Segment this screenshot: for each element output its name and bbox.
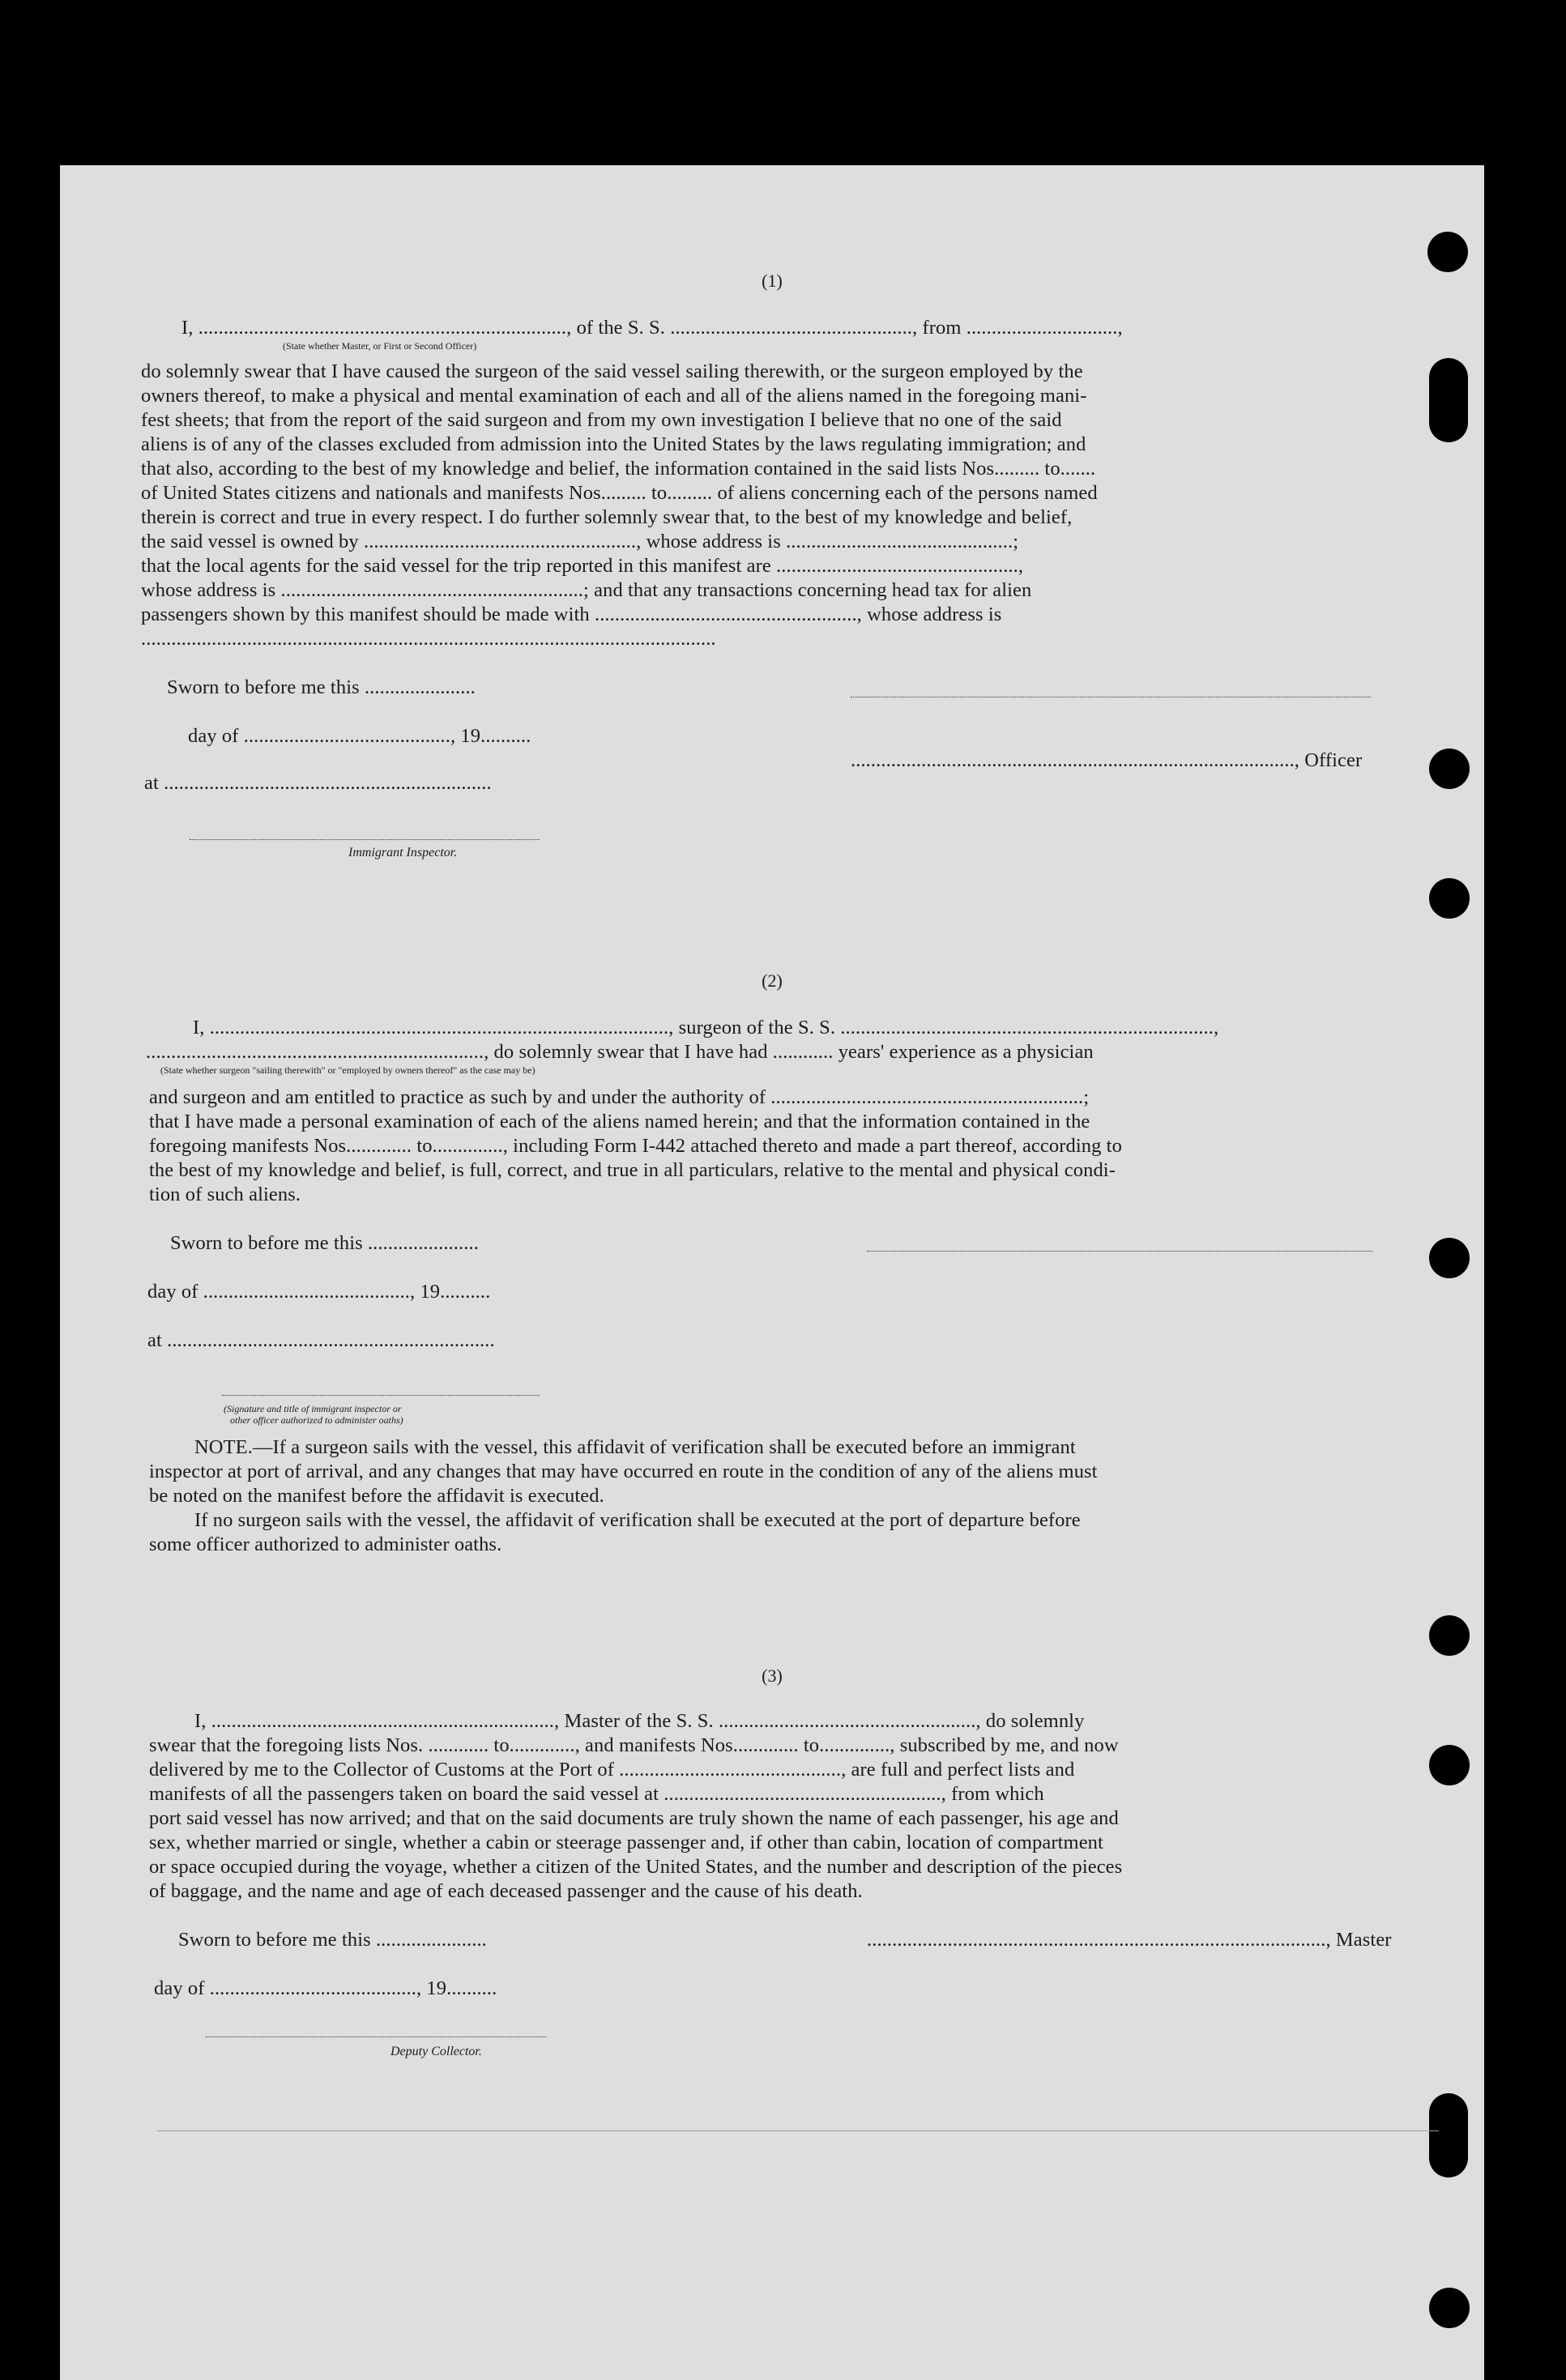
body-line: fest sheets; that from the report of the said surgeon and from my own investigation I believe that no one of the said	[141, 409, 1062, 431]
body-line: that also, according to the best of my knowledge and belief, the information contained in the said lists Nos......... to.......	[141, 458, 1096, 480]
section-2-heading: (2)	[762, 970, 783, 991]
body-line: aliens is of any of the classes excluded from admission into the United States by the laws regulating immigration; and	[141, 433, 1086, 455]
bottom-rule	[157, 2130, 1439, 2131]
inspector-signature-line	[190, 839, 540, 840]
body-line: ..................................................................................................................	[141, 628, 716, 650]
day-line: day of ........................................., 19..........	[154, 1977, 497, 1999]
body-line: the said vessel is owned by ......................................................, whose address is .............................................;	[141, 531, 1019, 552]
note-line: If no surgeon sails with the vessel, the affidavit of verification shall be executed at the port of departure before	[194, 1509, 1081, 1531]
note-line: some officer authorized to administer oaths.	[149, 1533, 502, 1555]
body-line: of baggage, and the name and age of each deceased passenger and the cause of his death.	[149, 1880, 863, 1902]
body-line: sex, whether married or single, whether a cabin or steerage passenger and, if other than cabin, location of compartment	[149, 1832, 1103, 1853]
punch-hole	[1429, 1615, 1470, 1656]
body-line: or space occupied during the voyage, whether a citizen of the United States, and the number and description of the pieces	[149, 1856, 1123, 1878]
note-line: NOTE.—If a surgeon sails with the vessel, this affidavit of verification shall be executed before an immigrant	[194, 1436, 1076, 1458]
body-line: do solemnly swear that I have caused the surgeon of the said vessel sailing therewith, or the surgeon employed by the	[141, 360, 1083, 382]
section-1-line1: I, ........................................................................., of the S. S. ................................................, from ..............................,	[181, 317, 1123, 339]
body-line: foregoing manifests Nos............. to.............., including Form I-442 attached thereto and made a part thereof, according to	[149, 1135, 1122, 1157]
body-line: that I have made a personal examination of each of the aliens named herein; and that the information contained in the	[149, 1111, 1090, 1132]
sworn-line: Sworn to before me this ......................	[167, 676, 476, 698]
note-line: be noted on the manifest before the affidavit is executed.	[149, 1485, 604, 1507]
body-line: therein is correct and true in every respect. I do further solemnly swear that, to the best of my knowledge and belief,	[141, 506, 1073, 528]
signature-caption: (Signature and title of immigrant inspector or	[224, 1403, 402, 1414]
punch-hole	[1429, 749, 1470, 789]
punch-hole	[1429, 2288, 1470, 2328]
punch-hole	[1429, 358, 1468, 442]
section-1-line1-caption: (State whether Master, or First or Second Officer)	[283, 340, 477, 352]
body-line: tion of such aliens.	[149, 1184, 301, 1205]
body-line: the best of my knowledge and belief, is full, correct, and true in all particulars, relative to the mental and physical condi-	[149, 1159, 1116, 1181]
body-line: manifests of all the passengers taken on board the said vessel at ......................................................., from which	[149, 1783, 1044, 1805]
at-line: at .................................................................	[147, 1329, 495, 1351]
officer-line: ........................................................................................, Officer	[851, 749, 1363, 771]
master-line: ..........................................................................................., Master	[867, 1929, 1392, 1951]
collector-caption: Deputy Collector.	[390, 2045, 482, 2058]
body-line: and surgeon and am entitled to practice as such by and under the authority of ..............................................................;	[149, 1086, 1090, 1108]
inspector-caption: Immigrant Inspector.	[348, 846, 458, 859]
signature-caption: other officer authorized to administer oaths)	[230, 1414, 403, 1426]
day-line: day of ........................................., 19..........	[188, 725, 531, 747]
sworn-line: Sworn to before me this ......................	[170, 1232, 479, 1254]
section-2-line2-caption: (State whether surgeon "sailing therewith" or "employed by owners thereof" as the case may be)	[160, 1064, 536, 1076]
body-line: I, ...................................................................., Master of the S. S. ..................................................., do solemnly	[194, 1710, 1085, 1732]
body-line: port said vessel has now arrived; and that on the said documents are truly shown the name of each passenger, his age and	[149, 1807, 1119, 1829]
body-line: delivered by me to the Collector of Customs at the Port of ............................................, are full and perfect lists and	[149, 1759, 1075, 1781]
inspector-signature-line	[222, 1395, 540, 1396]
body-line: owners thereof, to make a physical and mental examination of each and all of the aliens named in the foregoing mani-	[141, 385, 1087, 407]
body-line: swear that the foregoing lists Nos. ............ to............., and manifests Nos............. to.............., subscribed by me, and now	[149, 1734, 1119, 1756]
body-line: that the local agents for the said vessel for the trip reported in this manifest are ................................................,	[141, 555, 1024, 577]
body-line: passengers shown by this manifest should be made with ...................................................., whose address is	[141, 604, 1002, 625]
section-1-heading: (1)	[762, 271, 783, 291]
body-line: whose address is ............................................................; and that any transactions concerning head tax for alien	[141, 579, 1032, 601]
day-line: day of ........................................., 19..........	[147, 1281, 491, 1303]
note-line: inspector at port of arrival, and any changes that may have occurred en route in the condition of any of the aliens must	[149, 1461, 1098, 1482]
section-2-line1: I, ..........................................................................................., surgeon of the S. S. ..........................................................................,	[193, 1017, 1219, 1039]
punch-hole	[1427, 232, 1468, 272]
punch-hole	[1429, 878, 1470, 919]
punch-hole	[1429, 1745, 1470, 1785]
sworn-line: Sworn to before me this ......................	[178, 1929, 487, 1951]
punch-hole	[1429, 2093, 1468, 2177]
surgeon-signature-line	[867, 1251, 1372, 1252]
section-2-line2: ..................................................................., do solemnly swear that I have had ............ years' experience as a physician	[146, 1041, 1094, 1063]
body-line: of United States citizens and nationals and manifests Nos......... to......... of aliens concerning each of the persons named	[141, 482, 1098, 504]
punch-hole	[1429, 1238, 1470, 1278]
at-line: at .................................................................	[144, 772, 492, 794]
section-3-heading: (3)	[762, 1666, 783, 1686]
manifest-page	[60, 165, 1484, 2380]
